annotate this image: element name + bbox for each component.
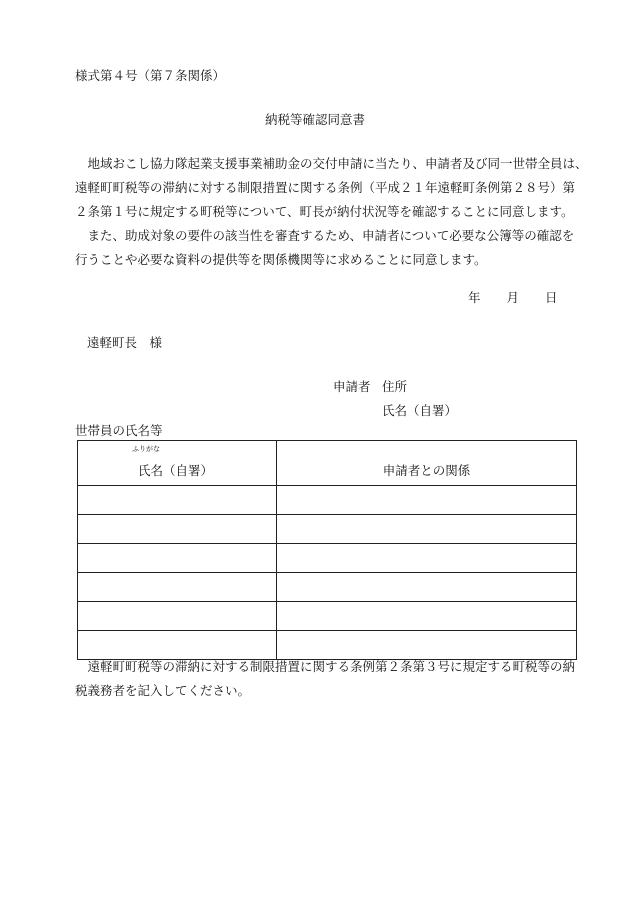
date-year-label: 年 (468, 290, 481, 305)
member-relation-cell[interactable] (277, 573, 577, 602)
member-name-cell[interactable] (78, 602, 277, 631)
member-name-cell[interactable] (78, 515, 277, 544)
column-header-relation: 申請者との関係 (277, 441, 577, 486)
table-header-row (78, 441, 577, 486)
addressee: 遠軽町長 様 (87, 335, 163, 350)
applicant-name-label: 氏名（自署） (382, 403, 458, 418)
table-row (78, 544, 577, 573)
column-header-name (78, 441, 277, 486)
column-header-name-label: 氏名（自署） (138, 463, 214, 478)
paragraph-line: また、助成対象の要件の該当性を審査するため、申請者について必要な公簿等の確認を (87, 228, 575, 243)
applicant-label: 申請者 (333, 379, 371, 394)
member-relation-cell[interactable] (277, 486, 577, 515)
date-field (468, 288, 558, 306)
applicant-address-label: 住所 (382, 379, 408, 394)
member-name-cell[interactable] (78, 486, 277, 515)
date-day-label: 日 (545, 290, 558, 305)
note-line: 税義務者を記入してください。 (75, 683, 251, 698)
member-name-cell[interactable] (78, 544, 277, 573)
paragraph-line: 地域おこし協力隊起業支援事業補助金の交付申請に当たり、申請者及び同一世帯全員は、 (87, 156, 588, 171)
paragraph-line: ２条第１号に規定する町税等について、町長が納付状況等を確認することに同意します。 (75, 204, 574, 219)
table-row (78, 573, 577, 602)
member-relation-cell[interactable] (277, 544, 577, 573)
consent-paragraph-2 (75, 224, 577, 272)
household-members-table (77, 440, 577, 660)
member-name-cell[interactable] (78, 573, 277, 602)
furigana-label: ふりがな (132, 445, 160, 453)
date-month-label: 月 (506, 290, 520, 305)
table-row (78, 602, 577, 631)
table-row (78, 486, 577, 515)
table-row (78, 515, 577, 544)
note-line: 遠軽町町税等の滞納に対する制限措置に関する条例第２条第３号に規定する町税等の納 (87, 659, 576, 674)
consent-paragraph-1 (75, 152, 588, 224)
household-members-label: 世帯員の氏名等 (75, 423, 163, 438)
member-relation-cell[interactable] (277, 602, 577, 631)
member-relation-cell[interactable] (277, 515, 577, 544)
document-title: 納税等確認同意書 (264, 112, 365, 127)
instruction-note (75, 655, 580, 703)
form-number: 様式第４号（第７条関係） (75, 68, 226, 83)
paragraph-line: 遠軽町町税等の滞納に対する制限措置に関する条例（平成２１年遠軽町条例第２８号）第 (75, 180, 576, 195)
paragraph-line: 行うことや必要な資料の提供等を関係機関等に求めることに同意します。 (75, 252, 487, 267)
